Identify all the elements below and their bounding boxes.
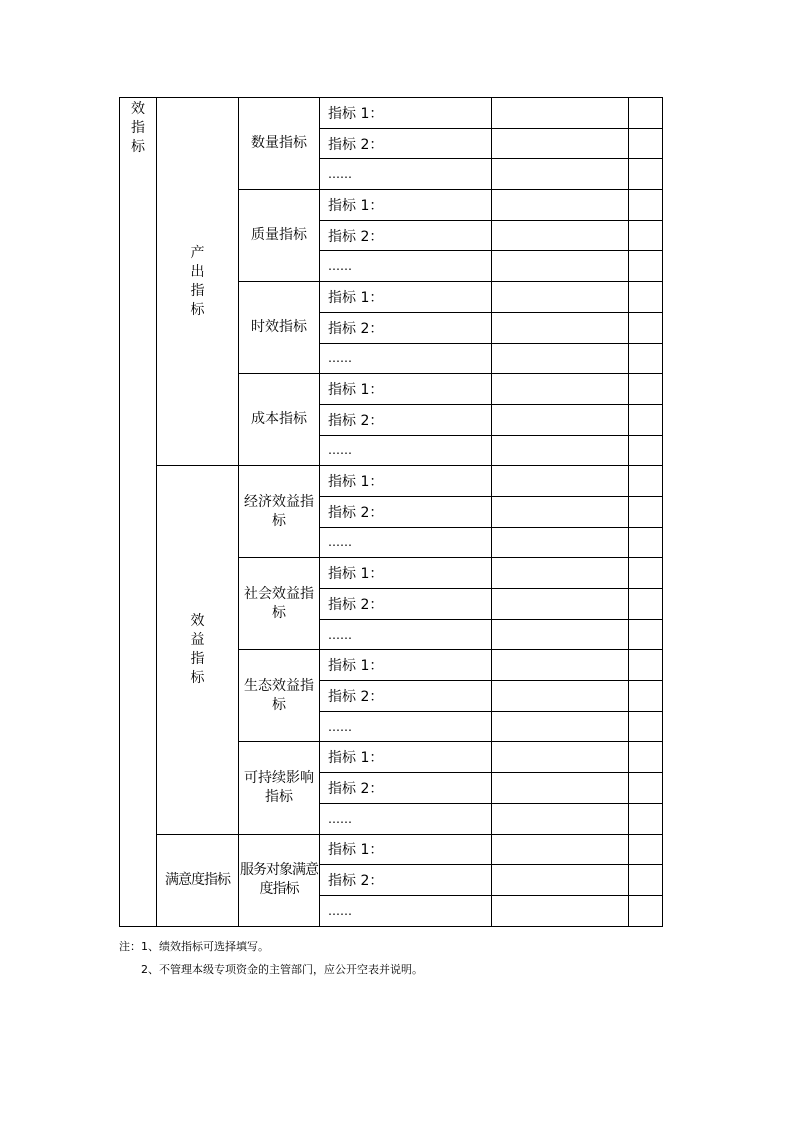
indicator-cell: 指标 1： (320, 558, 492, 589)
value-cell (492, 558, 629, 589)
indicator-cell: 指标 2： (320, 496, 492, 527)
score-cell (629, 619, 663, 650)
value-cell (492, 619, 629, 650)
score-cell (629, 404, 663, 435)
output-indicators-label: 产出指标 (157, 98, 239, 466)
value-cell (492, 251, 629, 282)
indicator-cell: …… (320, 803, 492, 834)
value-cell (492, 895, 629, 926)
value-cell (492, 834, 629, 865)
service-satisfaction-label: 服务对象满意度指标 (239, 834, 320, 926)
value-cell (492, 803, 629, 834)
indicator-cell: …… (320, 527, 492, 558)
value-cell (492, 374, 629, 405)
score-cell (629, 773, 663, 804)
value-cell (492, 312, 629, 343)
indicator-cell: …… (320, 343, 492, 374)
value-cell (492, 681, 629, 712)
indicator-cell: …… (320, 619, 492, 650)
note-line-2: 2、不管理本级专项资金的主管部门，应公开空表并说明。 (119, 963, 423, 976)
value-cell (492, 190, 629, 221)
score-cell (629, 159, 663, 190)
indicator-cell: 指标 2： (320, 865, 492, 896)
score-cell (629, 466, 663, 497)
indicator-cell: 指标 1： (320, 190, 492, 221)
value-cell (492, 496, 629, 527)
score-cell (629, 190, 663, 221)
score-cell (629, 496, 663, 527)
indicator-cell: 指标 1： (320, 98, 492, 129)
score-cell (629, 312, 663, 343)
value-cell (492, 527, 629, 558)
score-cell (629, 589, 663, 620)
indicator-cell: 指标 1： (320, 650, 492, 681)
indicator-cell: 指标 2： (320, 773, 492, 804)
table-row (120, 98, 663, 129)
indicator-cell: …… (320, 895, 492, 926)
indicator-cell: …… (320, 159, 492, 190)
score-cell (629, 527, 663, 558)
performance-indicator-table (119, 97, 663, 927)
value-cell (492, 282, 629, 313)
score-cell (629, 251, 663, 282)
table-row (120, 466, 663, 497)
value-cell (492, 466, 629, 497)
value-cell (492, 220, 629, 251)
value-cell (492, 650, 629, 681)
score-cell (629, 98, 663, 129)
note-line-1: 注：1、绩效指标可选择填写。 (119, 940, 269, 953)
score-cell (629, 711, 663, 742)
score-cell (629, 742, 663, 773)
indicator-cell: 指标 1： (320, 834, 492, 865)
value-cell (492, 404, 629, 435)
score-cell (629, 282, 663, 313)
table-row (120, 834, 663, 865)
cost-indicators-label: 成本指标 (239, 374, 320, 466)
value-cell (492, 128, 629, 159)
indicator-cell: 指标 1： (320, 466, 492, 497)
indicator-cell: …… (320, 711, 492, 742)
indicator-cell: 指标 2： (320, 681, 492, 712)
indicator-cell: 指标 1： (320, 742, 492, 773)
indicator-cell: 指标 1： (320, 282, 492, 313)
indicator-cell: 指标 2： (320, 312, 492, 343)
score-cell (629, 343, 663, 374)
score-cell (629, 650, 663, 681)
score-cell (629, 435, 663, 466)
value-cell (492, 742, 629, 773)
indicator-cell: 指标 2： (320, 220, 492, 251)
value-cell (492, 98, 629, 129)
timeliness-indicators-label: 时效指标 (239, 282, 320, 374)
score-cell (629, 803, 663, 834)
value-cell (492, 343, 629, 374)
sustainable-impact-label: 可持续影响指标 (239, 742, 320, 834)
quality-indicators-label: 质量指标 (239, 190, 320, 282)
value-cell (492, 711, 629, 742)
score-cell (629, 128, 663, 159)
indicator-cell: 指标 2： (320, 128, 492, 159)
table-body (120, 98, 663, 927)
value-cell (492, 865, 629, 896)
value-cell (492, 159, 629, 190)
indicator-cell: 指标 2： (320, 589, 492, 620)
score-cell (629, 834, 663, 865)
value-cell (492, 589, 629, 620)
indicator-cell: …… (320, 435, 492, 466)
score-cell (629, 220, 663, 251)
score-cell (629, 681, 663, 712)
indicator-cell: 指标 1： (320, 374, 492, 405)
economic-benefit-label: 经济效益指标 (239, 466, 320, 558)
value-cell (492, 773, 629, 804)
score-cell (629, 865, 663, 896)
quantity-indicators-label: 数量指标 (239, 98, 320, 190)
score-cell (629, 895, 663, 926)
score-cell (629, 558, 663, 589)
ecological-benefit-label: 生态效益指标 (239, 650, 320, 742)
indicator-cell: 指标 2： (320, 404, 492, 435)
score-cell (629, 374, 663, 405)
benefit-indicators-label: 效益指标 (157, 466, 239, 834)
level1-label: 效指标 (120, 98, 157, 927)
satisfaction-indicators-label: 满意度指标 (157, 834, 239, 926)
social-benefit-label: 社会效益指标 (239, 558, 320, 650)
indicator-cell: …… (320, 251, 492, 282)
value-cell (492, 435, 629, 466)
